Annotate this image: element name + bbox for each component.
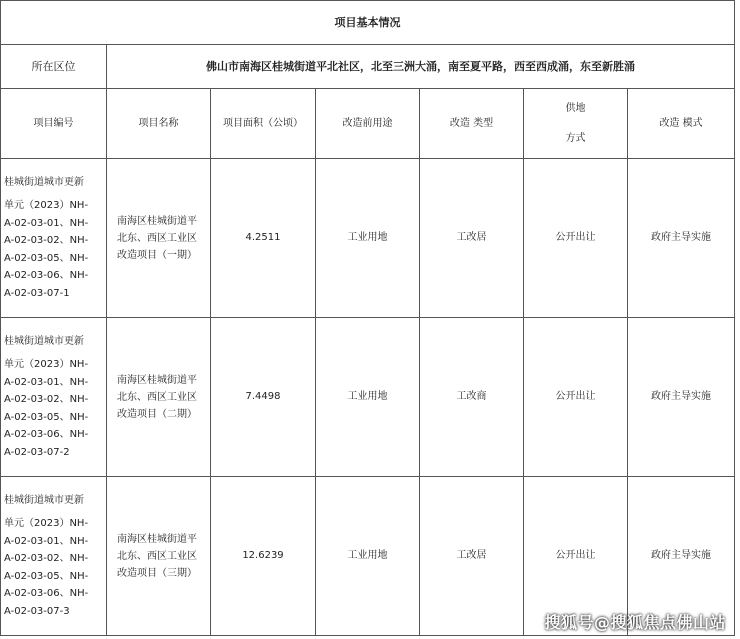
project-code-cell [1,159,107,318]
former-use-cell: 工业用地 [316,159,420,318]
header-supply [524,89,628,159]
header-former-use: 改造前用途 [316,89,420,159]
project-name-line: 改造项目（二期） [117,408,197,420]
project-code-line: A-02-03-06、NH- [4,270,89,282]
project-name-cell [107,477,211,636]
header-row [1,89,735,159]
location-label: 所在区位 [1,45,107,89]
project-name-line: 改造项目（一期） [117,249,197,261]
table-row [1,318,735,477]
table-title: 项目基本情况 [1,1,735,45]
project-code-line: 桂城街道城市更新 [4,176,84,188]
watermark: 搜狐号@搜狐焦点佛山站 [544,613,726,632]
project-code-cell [1,477,107,636]
project-code-line: A-02-03-05、NH- [4,570,89,582]
header-area: 项目面积（公顷） [211,89,316,159]
project-name-line: 北东、西区工业区 [117,391,197,403]
project-code-line: 桂城街道城市更新 [4,335,84,347]
project-code-line: A-02-03-05、NH- [4,411,89,423]
supply-method-cell: 公开出让 [524,477,628,636]
project-name-line: 改造项目（三期） [117,567,197,579]
project-name-cell [107,159,211,318]
project-area-cell: 4.2511 [211,159,316,318]
supply-method-cell: 公开出让 [524,159,628,318]
project-name-line: 北东、西区工业区 [117,232,197,244]
project-name-cell [107,318,211,477]
former-use-cell: 工业用地 [316,318,420,477]
header-name: 项目名称 [107,89,211,159]
project-code-line: A-02-03-02、NH- [4,553,89,565]
renovation-type-cell: 工改商 [420,318,524,477]
project-code-line: A-02-03-07-2 [4,446,70,458]
project-code-line: A-02-03-07-1 [4,287,70,299]
project-code-line: A-02-03-01、NH- [4,535,89,547]
header-type: 改造 类型 [420,89,524,159]
renovation-type-cell: 工改居 [420,477,524,636]
renovation-mode-cell: 政府主导实施 [628,318,735,477]
project-code-line: A-02-03-06、NH- [4,429,89,441]
renovation-mode-cell: 政府主导实施 [628,159,735,318]
project-name-line: 南海区桂城街道平 [117,533,197,545]
header-code: 项目编号 [1,89,107,159]
project-area-cell: 7.4498 [211,318,316,477]
location-value: 佛山市南海区桂城街道平北社区，北至三洲大涌，南至夏平路，西至西成涌，东至新胜涌 [107,45,735,89]
project-code-line: A-02-03-01、NH- [4,217,89,229]
project-code-line: 单元（2023）NH- [4,200,89,212]
header-mode: 改造 模式 [628,89,735,159]
renovation-mode-cell: 政府主导实施 [628,477,735,636]
project-name-line: 南海区桂城街道平 [117,215,197,227]
project-code-line: A-02-03-02、NH- [4,394,89,406]
project-code-line: 单元（2023）NH- [4,359,89,371]
project-code-line: 桂城街道城市更新 [4,494,84,506]
project-code-cell [1,318,107,477]
project-name-line: 北东、西区工业区 [117,550,197,562]
renovation-type-cell: 工改居 [420,159,524,318]
supply-method-cell: 公开出让 [524,318,628,477]
header-supply-line1: 供地 [565,103,586,114]
project-code-line: A-02-03-07-3 [4,605,70,617]
project-area-cell: 12.6239 [211,477,316,636]
former-use-cell: 工业用地 [316,477,420,636]
project-code-line: 单元（2023）NH- [4,518,89,530]
table-row [1,159,735,318]
project-code-line: A-02-03-01、NH- [4,376,89,388]
project-code-line: A-02-03-05、NH- [4,252,89,264]
header-supply-line2: 方式 [565,132,586,144]
project-code-line: A-02-03-06、NH- [4,588,89,600]
project-name-line: 南海区桂城街道平 [117,374,197,386]
project-code-line: A-02-03-02、NH- [4,235,89,247]
